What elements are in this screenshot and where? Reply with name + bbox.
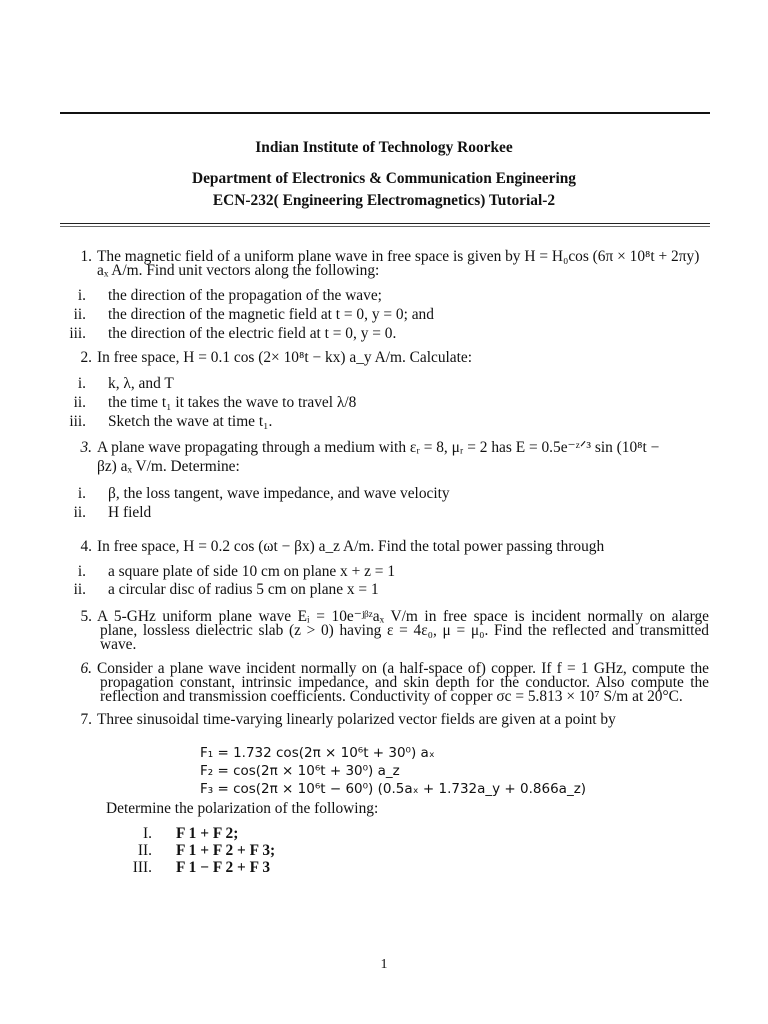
department-heading: Department of Electronics & Communication Engineering xyxy=(191,170,576,187)
subpart-label: i. xyxy=(77,375,86,392)
question-3-text: A plane wave propagating through a medium with εᵣ = 8, μᵣ = 2 has E = 0.5e⁻ᶻᐟ³ sin (10⁸t − xyxy=(97,439,660,456)
subpart-text: F 1 + F 2 + F 3; xyxy=(176,842,276,859)
subpart-text: the direction of the electric field at t = 0, y = 0. xyxy=(108,325,397,342)
institute-heading: Indian Institute of Technology Roorkee xyxy=(255,139,513,156)
subpart-label: iii. xyxy=(69,325,86,342)
subpart-label: ii. xyxy=(73,306,86,323)
question-number: 6. xyxy=(80,660,92,677)
equation-f1: F₁ = 1.732 cos(2π × 10⁶t + 30⁰) aₓ xyxy=(200,745,435,761)
subpart-label: iii. xyxy=(69,413,86,430)
question-4-text: In free space, H = 0.2 cos (ωt − βx) a_z A/m. Find the total power passing through xyxy=(97,538,605,555)
subpart-text: the direction of the magnetic field at t = 0, y = 0; and xyxy=(108,306,434,323)
question-1-text: The magnetic field of a uniform plane wave in free space is given by H = H₀cos (6π × 10⁸t + 2πy) xyxy=(97,248,700,265)
question-2-text: In free space, H = 0.1 cos (2× 10⁸t − kx) a_y A/m. Calculate: xyxy=(97,349,473,366)
subpart-label: III. xyxy=(132,859,152,876)
subpart-label: i. xyxy=(77,287,86,304)
subpart-text: F 1 + F 2; xyxy=(176,825,239,842)
subpart-label: ii. xyxy=(73,581,86,598)
question-number: 4. xyxy=(80,538,92,555)
subpart-text: a circular disc of radius 5 cm on plane x = 1 xyxy=(108,581,379,598)
question-number: 3. xyxy=(80,439,92,456)
subpart-label: II. xyxy=(137,842,152,859)
subpart-label: I. xyxy=(143,825,152,842)
subpart-label: i. xyxy=(77,485,86,502)
subpart-text: Sketch the wave at time t₁. xyxy=(108,413,273,430)
subpart-text: k, λ, and T xyxy=(108,375,174,392)
course-heading: ECN-232( Engineering Electromagnetics) Tutorial-2 xyxy=(212,192,556,209)
subpart-text: the direction of the propagation of the wave; xyxy=(108,287,382,304)
subpart-label: ii. xyxy=(73,504,86,521)
question-7-text: Three sinusoidal time-varying linearly polarized vector fields are given at a point by xyxy=(97,711,616,728)
subpart-text: H field xyxy=(108,504,152,521)
top-rule xyxy=(60,112,710,114)
subpart-text: the time t₁ it takes the wave to travel λ/8 xyxy=(108,394,357,411)
equation-f3: F₃ = cos(2π × 10⁶t − 60⁰) (0.5aₓ + 1.732a_y + 0.866a_z) xyxy=(200,781,587,797)
question-5-text-end: wave. xyxy=(100,636,137,653)
question-6-text-cont: propagation constant, intrinsic impedance, and skin depth for the conductor. Also compute the xyxy=(100,674,709,691)
question-5-text: A 5-GHz uniform plane wave Eᵢ = 10e⁻ʲᵝᶻaₓ V/m in free space is incident normally on alarge xyxy=(97,608,709,625)
question-number: 1. xyxy=(80,248,92,265)
question-1-text-cont: aₓ A/m. Find unit vectors along the following: xyxy=(97,262,380,279)
header-rule xyxy=(60,223,710,224)
question-6-text: Consider a plane wave incident normally on (a half-space of) copper. If f = 1 GHz, compute the xyxy=(97,660,709,677)
question-3-text-cont: βz) aₓ V/m. Determine: xyxy=(97,458,240,475)
equation-f2: F₂ = cos(2π × 10⁶t + 30⁰) a_z xyxy=(200,763,400,779)
question-5-text-cont: plane, lossless dielectric slab (z > 0) having ε = 4ε₀, μ = μ₀. Find the reflected and transmitted xyxy=(100,622,709,639)
subpart-text: β, the loss tangent, wave impedance, and wave velocity xyxy=(108,485,450,502)
header-rule-thin xyxy=(60,226,710,227)
question-number: 2. xyxy=(80,349,92,366)
subpart-label: ii. xyxy=(73,394,86,411)
question-number: 5. xyxy=(80,608,92,625)
page-number: 1 xyxy=(380,957,388,972)
question-7-prompt: Determine the polarization of the following: xyxy=(106,800,379,817)
subpart-label: i. xyxy=(77,563,86,580)
subpart-text: F 1 − F 2 + F 3 xyxy=(176,859,271,876)
question-6-text-end: reflection and transmission coefficients. Conductivity of copper σc = 5.813 × 10⁷ S/m at 20°C. xyxy=(100,688,683,705)
subpart-text: a square plate of side 10 cm on plane x + z = 1 xyxy=(108,563,396,580)
question-number: 7. xyxy=(80,711,92,728)
